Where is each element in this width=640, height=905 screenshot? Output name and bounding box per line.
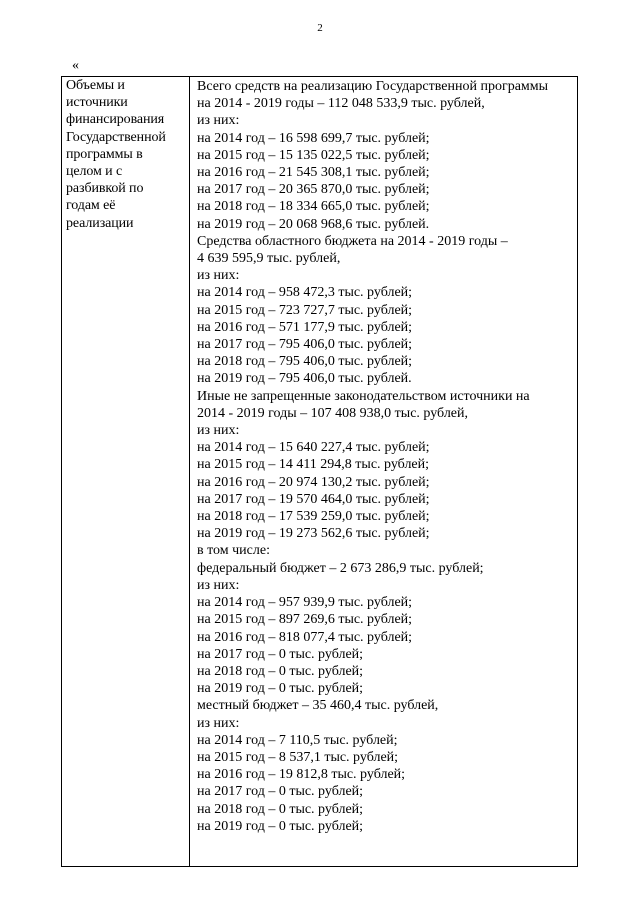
content-line: на 2017 год – 20 365 870,0 тыс. рублей;	[197, 182, 430, 198]
content-line: из них:	[197, 423, 240, 439]
content-line: на 2016 год – 818 077,4 тыс. рублей;	[197, 629, 413, 645]
financing-label-cell	[62, 77, 190, 867]
label-line: источники	[66, 95, 128, 111]
content-line: местный бюджет – 35 460,4 тыс. рублей,	[197, 698, 439, 714]
content-line: из них:	[197, 577, 240, 593]
content-line: на 2018 год – 18 334 665,0 тыс. рублей;	[197, 199, 430, 215]
content-line: на 2017 год – 795 406,0 тыс. рублей;	[197, 337, 413, 353]
content-line: на 2019 год – 0 тыс. рублей;	[197, 681, 364, 697]
financing-content-cell	[190, 77, 578, 867]
financing-row	[62, 77, 578, 867]
label-line: целом и с	[66, 164, 123, 180]
content-line: на 2015 год – 15 135 022,5 тыс. рублей;	[197, 147, 430, 163]
financing-table	[61, 76, 578, 867]
content-line: на 2014 год – 15 640 227,4 тыс. рублей;	[197, 440, 430, 456]
label-line: реализации	[66, 215, 134, 231]
content-line: на 2015 год – 8 537,1 тыс. рублей;	[197, 749, 399, 765]
content-line: на 2014 год – 7 110,5 тыс. рублей;	[197, 732, 398, 748]
label-line: Государственной	[66, 129, 166, 145]
content-line: Иные не запрещенные законодательством источники на	[197, 388, 530, 404]
content-line: из них:	[197, 113, 240, 129]
content-line: на 2019 год – 0 тыс. рублей;	[197, 818, 364, 834]
content-line: на 2014 - 2019 годы – 112 048 533,9 тыс. рублей,	[197, 96, 485, 112]
content-line: на 2019 год – 19 273 562,6 тыс. рублей;	[197, 526, 430, 542]
content-line: в том числе:	[197, 543, 270, 559]
content-line: Средства областного бюджета на 2014 - 2019 годы –	[197, 233, 508, 249]
label-line: программы в	[66, 146, 143, 162]
content-line: на 2015 год – 14 411 294,8 тыс. рублей;	[197, 457, 430, 473]
content-line: на 2014 год – 958 472,3 тыс. рублей;	[197, 285, 413, 301]
content-line: на 2016 год – 21 545 308,1 тыс. рублей;	[197, 165, 430, 181]
content-line: на 2015 год – 723 727,7 тыс. рублей;	[197, 302, 413, 318]
content-line: на 2017 год – 0 тыс. рублей;	[197, 784, 364, 800]
label-line: годам её	[66, 198, 116, 214]
content-line: на 2017 год – 19 570 464,0 тыс. рублей;	[197, 491, 430, 507]
content-line: на 2016 год – 571 177,9 тыс. рублей;	[197, 319, 413, 335]
content-line: Всего средств на реализацию Государственной программы	[197, 79, 549, 94]
content-line: на 2019 год – 795 406,0 тыс. рублей.	[197, 371, 412, 387]
content-line: на 2014 год – 16 598 699,7 тыс. рублей;	[197, 130, 430, 146]
label-line: разбивкой по	[66, 181, 144, 197]
content-line: федеральный бюджет – 2 673 286,9 тыс. рублей;	[197, 560, 484, 576]
content-line: на 2014 год – 957 939,9 тыс. рублей;	[197, 595, 413, 611]
content-line: из них:	[197, 715, 240, 731]
content-line: на 2018 год – 0 тыс. рублей;	[197, 663, 364, 679]
content-line: на 2018 год – 17 539 259,0 тыс. рублей;	[197, 509, 430, 525]
page-number: 2	[317, 22, 323, 34]
content-line: на 2015 год – 897 269,6 тыс. рублей;	[197, 612, 413, 628]
opening-quote-mark: «	[72, 58, 79, 73]
label-line: Объемы и	[66, 78, 125, 93]
content-line: на 2017 год – 0 тыс. рублей;	[197, 646, 364, 662]
content-line: на 2016 год – 20 974 130,2 тыс. рублей;	[197, 474, 430, 490]
content-line: на 2018 год – 0 тыс. рублей;	[197, 801, 364, 817]
content-line: из них:	[197, 268, 240, 284]
content-line: 2014 - 2019 годы – 107 408 938,0 тыс. рублей,	[197, 405, 469, 421]
content-line: на 2016 год – 19 812,8 тыс. рублей;	[197, 767, 406, 783]
content-line: 4 639 595,9 тыс. рублей,	[197, 251, 341, 267]
content-line: на 2018 год – 795 406,0 тыс. рублей;	[197, 354, 413, 370]
label-line: финансирования	[66, 112, 165, 128]
content-line: на 2019 год – 20 068 968,6 тыс. рублей.	[197, 216, 430, 232]
